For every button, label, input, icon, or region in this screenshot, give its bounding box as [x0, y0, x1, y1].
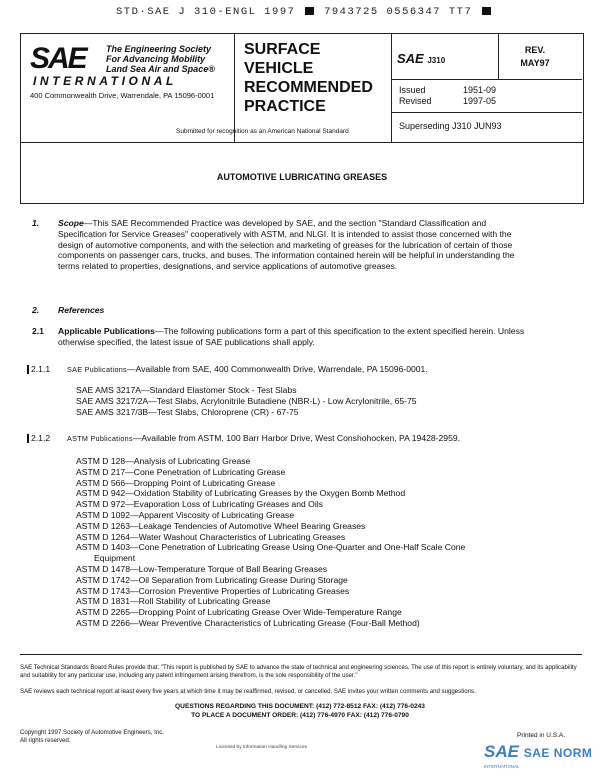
section-1-text: —This SAE Recommended Practice was developed by SAE, and the section "Standard Classification and Specification for Service Greases" cooperatively with ASTM, and NLGI. It is intended to assist those concerned with the design of automotive components, and with the selection and marketing of greases for the lubrication of certain of those components on passenger cars, trucks, and buses. The information contained herein will be helpful in understanding the terms related to properties, designations, and service applications of automotive greases.	[58, 218, 515, 272]
section-2-1-number: 2.1	[32, 326, 44, 336]
review-note: SAE reviews each technical report at least every five years at which time it may be reaffirmed, revised, or cancelled. SAE invites your written comments and suggestions.	[20, 688, 476, 695]
sae-publications-list	[76, 385, 417, 417]
list-item: ASTM D 1403—Cone Penetration of Lubricating Grease Using One-Quarter and One-Half Scale Cone	[76, 542, 466, 553]
sae-address: 400 Commonwealth Drive, Warrendale, PA 15096-0001	[30, 91, 215, 100]
list-item: ASTM D 566—Dropping Point of Lubricating Grease	[76, 477, 276, 488]
header-divider	[391, 112, 582, 113]
tagline-line: The Engineering Society	[106, 44, 212, 54]
list-item: ASTM D 1478—Low-Temperature Torque of Ball Bearing Greases	[76, 563, 328, 574]
section-1-scope	[58, 218, 534, 272]
list-item: ASTM D 1831—Roll Stability of Lubricating Grease	[76, 596, 271, 607]
document-code-tail: 7943725 0556347 TT7	[324, 6, 473, 18]
list-item: ASTM D 1743—Corrosion Preventive Properties of Lubricating Greases	[76, 585, 350, 596]
document-code: STD·SAE J 310-ENGL 1997	[116, 6, 296, 18]
section-2-1-2-text: —Available from ASTM, 100 Barr Harbor Drive, West Conshohocken, PA 19428-2959.	[132, 433, 461, 443]
section-2-heading: References	[58, 305, 105, 315]
barcode-block-icon	[482, 7, 491, 15]
issue-dates	[399, 85, 496, 107]
doc-type-line: VEHICLE	[244, 60, 314, 77]
revision-box	[508, 44, 562, 70]
list-item: ASTM D 1742—Oil Separation from Lubricating Grease During Storage	[76, 574, 348, 585]
barcode-block-icon	[305, 7, 314, 15]
document-number	[397, 51, 445, 66]
issued-label: Issued	[399, 85, 426, 95]
superseding-note: Superseding J310 JUN93	[399, 121, 502, 131]
header-divider	[234, 33, 235, 142]
list-item: ASTM D 2266—Wear Preventive Characteristics of Lubricating Grease (Four-Ball Method)	[76, 617, 420, 628]
section-2-1-1-heading: SAE Publications	[67, 365, 127, 374]
section-2-1-heading: Applicable Publications	[58, 326, 155, 336]
list-item: SAE AMS 3217/3B—Test Slabs, Chloroprene (CR) - 67-75	[76, 406, 299, 417]
change-bar	[27, 365, 29, 374]
list-item: ASTM D 972—Evaporation Loss of Lubricating Greases and Oils	[76, 499, 323, 510]
astm-publications-list	[76, 456, 465, 629]
header-divider	[391, 79, 582, 80]
section-2-1-text: —The following publications form a part of this specification to the extent specified herein. Unless otherwise specified, the latest issue of SAE publications shall apply.	[58, 326, 525, 347]
sae-tagline	[106, 44, 215, 74]
header-divider	[498, 33, 499, 79]
section-2-1-1-text: —Available from SAE, 400 Commonwealth Drive, Warrendale, PA 15096-0001.	[126, 364, 428, 374]
change-bar	[27, 434, 29, 443]
section-1-heading: Scope	[58, 218, 84, 228]
document-type	[244, 40, 373, 116]
international-label: INTERNATIONAL	[33, 74, 177, 88]
list-item: SAE AMS 3217A—Standard Elastomer Stock - Test Slabs	[76, 385, 297, 395]
list-item: SAE AMS 3217/2A—Test Slabs, Acrylonitrile Butadiene (NBR-L) - Low Acrylonitrile, 65-75	[76, 395, 417, 406]
rev-label: REV.	[524, 45, 546, 55]
rev-date: MAY97	[520, 58, 550, 68]
rights-line: All rights reserved.	[20, 736, 71, 744]
sae-norm-stamp	[484, 742, 592, 762]
revised-value: 1997-05	[463, 96, 497, 106]
document-code-line	[116, 6, 493, 18]
list-item: ASTM D 1092—Apparent Viscosity of Lubricating Grease	[76, 509, 295, 520]
list-item: ASTM D 217—Cone Penetration of Lubricating Grease	[76, 466, 286, 477]
tagline-line: For Advancing Mobility	[106, 54, 206, 64]
copyright	[20, 729, 164, 744]
section-2-1-1-number: 2.1.1	[31, 364, 51, 374]
ansi-submitted-note: Submitted for recognition as an American National Standard	[176, 128, 349, 135]
doc-number: J310	[427, 56, 446, 65]
list-item: ASTM D 942—Oxidation Stability of Lubricating Greases by the Oxygen Bomb Method	[76, 488, 406, 499]
stamp-logo: SAE	[484, 742, 519, 761]
list-item: ASTM D 2265—Dropping Point of Lubricating Grease Over Wide-Temperature Range	[76, 607, 402, 618]
printed-in: Printed in U.S.A.	[517, 732, 566, 739]
stamp-subtitle: INTERNATIONAL	[484, 764, 520, 769]
section-2-1-1	[67, 364, 428, 374]
copyright-line: Copyright 1997 Society of Automotive Engineers, Inc.	[20, 729, 164, 736]
section-1-number: 1.	[32, 218, 40, 228]
questions-contact: QUESTIONS REGARDING THIS DOCUMENT: (412) 772-8512 FAX: (412) 776-0243	[175, 703, 425, 710]
footer-rule	[20, 654, 582, 655]
list-item: ASTM D 128—Analysis of Lubricating Grease	[76, 456, 251, 466]
section-2-1-2	[67, 433, 460, 443]
doc-type-line: PRACTICE	[244, 98, 326, 115]
doc-type-line: SURFACE	[244, 41, 321, 58]
sae-small-logo: SAE	[397, 51, 424, 66]
tagline-line: Land Sea Air and Space®	[106, 64, 215, 74]
section-2-1-2-number: 2.1.2	[31, 433, 51, 443]
list-item: ASTM D 1263—Leakage Tendencies of Automotive Wheel Bearing Greases	[76, 520, 366, 531]
sae-logo: SAE	[30, 42, 86, 75]
list-item-continuation: Equipment	[94, 553, 136, 564]
order-contact: TO PLACE A DOCUMENT ORDER: (412) 776-4970 FAX: (412) 776-0790	[191, 712, 409, 719]
list-item: ASTM D 1264—Water Washout Characteristics of Lubricating Greases	[76, 531, 346, 542]
section-2-number: 2.	[32, 305, 40, 315]
document-title: AUTOMOTIVE LUBRICATING GREASES	[216, 172, 388, 182]
section-2-1-2-heading: ASTM Publications	[67, 434, 133, 443]
revised-label: Revised	[399, 96, 432, 106]
header-divider	[391, 33, 392, 142]
section-2-1	[58, 326, 536, 348]
stamp-text: SAE NORM	[523, 746, 593, 760]
issued-value: 1951-09	[463, 85, 497, 95]
board-rules-note: SAE Technical Standards Board Rules provide that: "This report is published by SAE to advance the state of technical and engineering sciences. The use of this report is entirely voluntary, and its applicability and suitability for any particular use, including any patent infringement arising therefrom, is the sole responsibility of the user."	[20, 664, 577, 679]
doc-type-line: RECOMMENDED	[244, 79, 373, 96]
license-note: Licensed by Information Handling Services	[216, 745, 307, 750]
